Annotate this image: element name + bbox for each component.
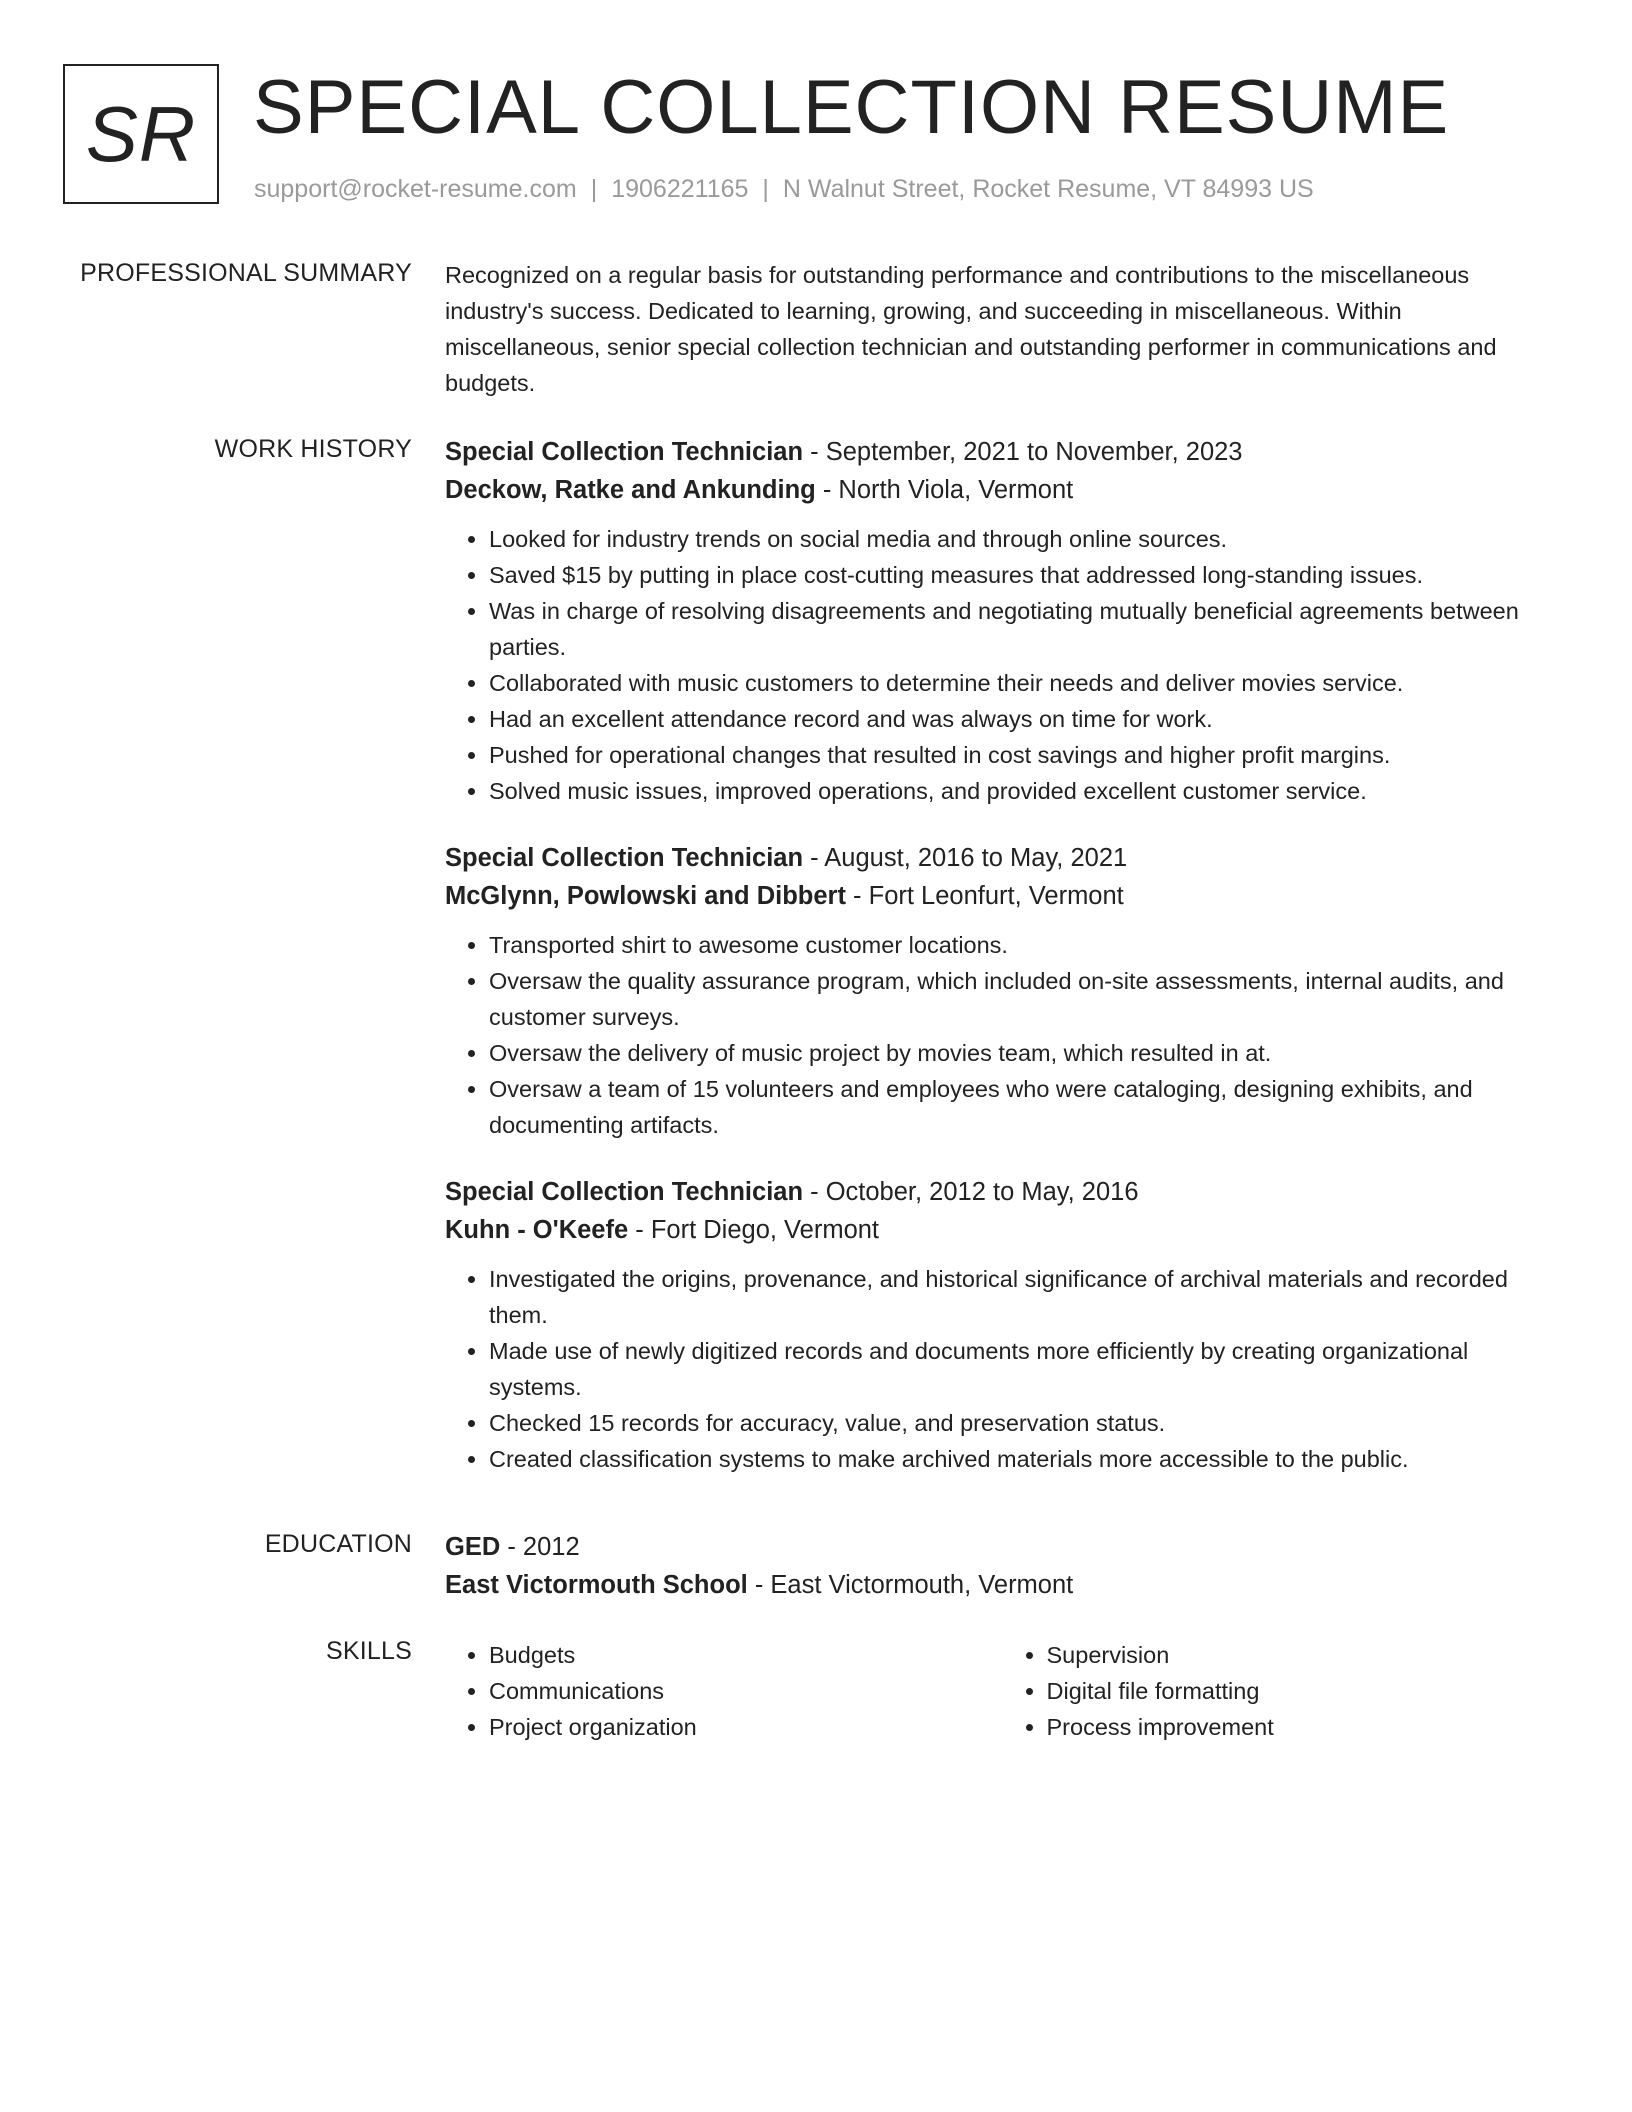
education-location: - East Victormouth, Vermont (747, 1571, 1074, 1599)
job-dates: - October, 2012 to May, 2016 (803, 1178, 1139, 1206)
skills-content (445, 1637, 1560, 1745)
job-bullet: • Investigated the origins, provenance, and historical significance of archival materials and recorded them. (489, 1261, 1560, 1333)
job-bullet: • Oversaw the quality assurance program, which included on-site assessments, internal audits, and customer surveys. (489, 963, 1560, 1035)
contact-phone[interactable]: 1906221165 (611, 175, 749, 203)
contact-email[interactable]: support@rocket-resume.com (254, 175, 577, 203)
work-history-label: WORK HISTORY (214, 435, 412, 463)
skill-item: • Project organization (489, 1709, 1003, 1745)
job-location: - North Viola, Vermont (815, 476, 1074, 504)
skills-list-left (445, 1637, 1003, 1745)
education-degree-line (445, 1528, 1560, 1566)
job-bullet: • Created classification systems to make archived materials more accessible to the public. (489, 1441, 1560, 1477)
job-location: - Fort Diego, Vermont (628, 1216, 880, 1244)
education-content (445, 1528, 1560, 1604)
job-company: Deckow, Ratke and Ankunding (445, 476, 816, 504)
job-bullet: • Pushed for operational changes that resulted in cost savings and higher profit margins. (489, 737, 1560, 773)
job-title: Special Collection Technician (445, 1178, 804, 1206)
monogram-logo: SR (63, 64, 219, 204)
contact-separator: | (762, 175, 769, 203)
summary-label: PROFESSIONAL SUMMARY (80, 259, 412, 287)
job-bullet: • Was in charge of resolving disagreements and negotiating mutually beneficial agreements between parties. (489, 593, 1560, 665)
summary-content (445, 257, 1560, 401)
job-company: Kuhn - O'Keefe (445, 1216, 629, 1244)
education-school-line (445, 1566, 1560, 1604)
job-company: McGlynn, Powlowski and Dibbert (445, 882, 846, 910)
resume-title: SPECIAL COLLECTION RESUME (253, 65, 1450, 150)
job-bullets (445, 1261, 1560, 1477)
job-bullet: • Checked 15 records for accuracy, value, and preservation status. (489, 1405, 1560, 1441)
skills-list-right (1003, 1637, 1561, 1745)
job-bullet: • Transported shirt to awesome customer locations. (489, 927, 1560, 963)
job-bullets (445, 521, 1560, 809)
education-degree: GED (445, 1533, 501, 1561)
job-title-line (445, 1173, 1560, 1211)
job-company-line (445, 1211, 1560, 1249)
skill-item: • Supervision (1047, 1637, 1561, 1673)
job-company-line (445, 471, 1560, 509)
skills-columns (445, 1637, 1560, 1745)
contact-separator: | (590, 175, 598, 203)
contact-address: N Walnut Street, Rocket Resume, VT 84993 US (782, 175, 1314, 203)
work-history-content (445, 433, 1560, 1477)
job-dates: - August, 2016 to May, 2021 (803, 844, 1128, 872)
job-bullet: • Collaborated with music customers to determine their needs and deliver movies service. (489, 665, 1560, 701)
job-bullet: • Made use of newly digitized records and documents more efficiently by creating organizational systems. (489, 1333, 1560, 1405)
skill-item: • Digital file formatting (1047, 1673, 1561, 1709)
job-dates: - September, 2021 to November, 2023 (803, 438, 1243, 466)
job-title-line (445, 433, 1560, 471)
job-bullets (445, 927, 1560, 1143)
job-entry (445, 1173, 1560, 1477)
education-label: EDUCATION (264, 1530, 412, 1558)
contact-line (254, 174, 1314, 204)
job-entry (445, 839, 1560, 1143)
job-bullet: • Oversaw the delivery of music project by movies team, which resulted in at. (489, 1035, 1560, 1071)
job-company-line (445, 877, 1560, 915)
job-bullet: • Looked for industry trends on social media and through online sources. (489, 521, 1560, 557)
education-year: - 2012 (500, 1533, 580, 1561)
job-location: - Fort Leonfurt, Vermont (845, 882, 1124, 910)
job-title: Special Collection Technician (445, 844, 804, 872)
skill-item: • Budgets (489, 1637, 1003, 1673)
skills-label: SKILLS (326, 1637, 412, 1665)
skill-item: • Communications (489, 1673, 1003, 1709)
job-bullet: • Oversaw a team of 15 volunteers and employees who were cataloging, designing exhibits, and documenting artifacts. (489, 1071, 1560, 1143)
job-title: Special Collection Technician (445, 438, 804, 466)
summary-text: Recognized on a regular basis for outstanding performance and contributions to the miscellaneous industry's success. Dedicated to learning, growing, and succeeding in miscellaneous. Within miscellaneous, senior special collection technician and outstanding performer in communications and budgets. (445, 262, 1497, 396)
job-title-line (445, 839, 1560, 877)
job-bullet: • Saved $15 by putting in place cost-cutting measures that addressed long-standing issues. (489, 557, 1560, 593)
skill-item: • Process improvement (1047, 1709, 1561, 1745)
education-school: East Victormouth School (445, 1571, 748, 1599)
job-bullet: • Solved music issues, improved operations, and provided excellent customer service. (489, 773, 1560, 809)
job-bullet: • Had an excellent attendance record and was always on time for work. (489, 701, 1560, 737)
job-entry (445, 433, 1560, 809)
resume-header (63, 64, 1583, 210)
